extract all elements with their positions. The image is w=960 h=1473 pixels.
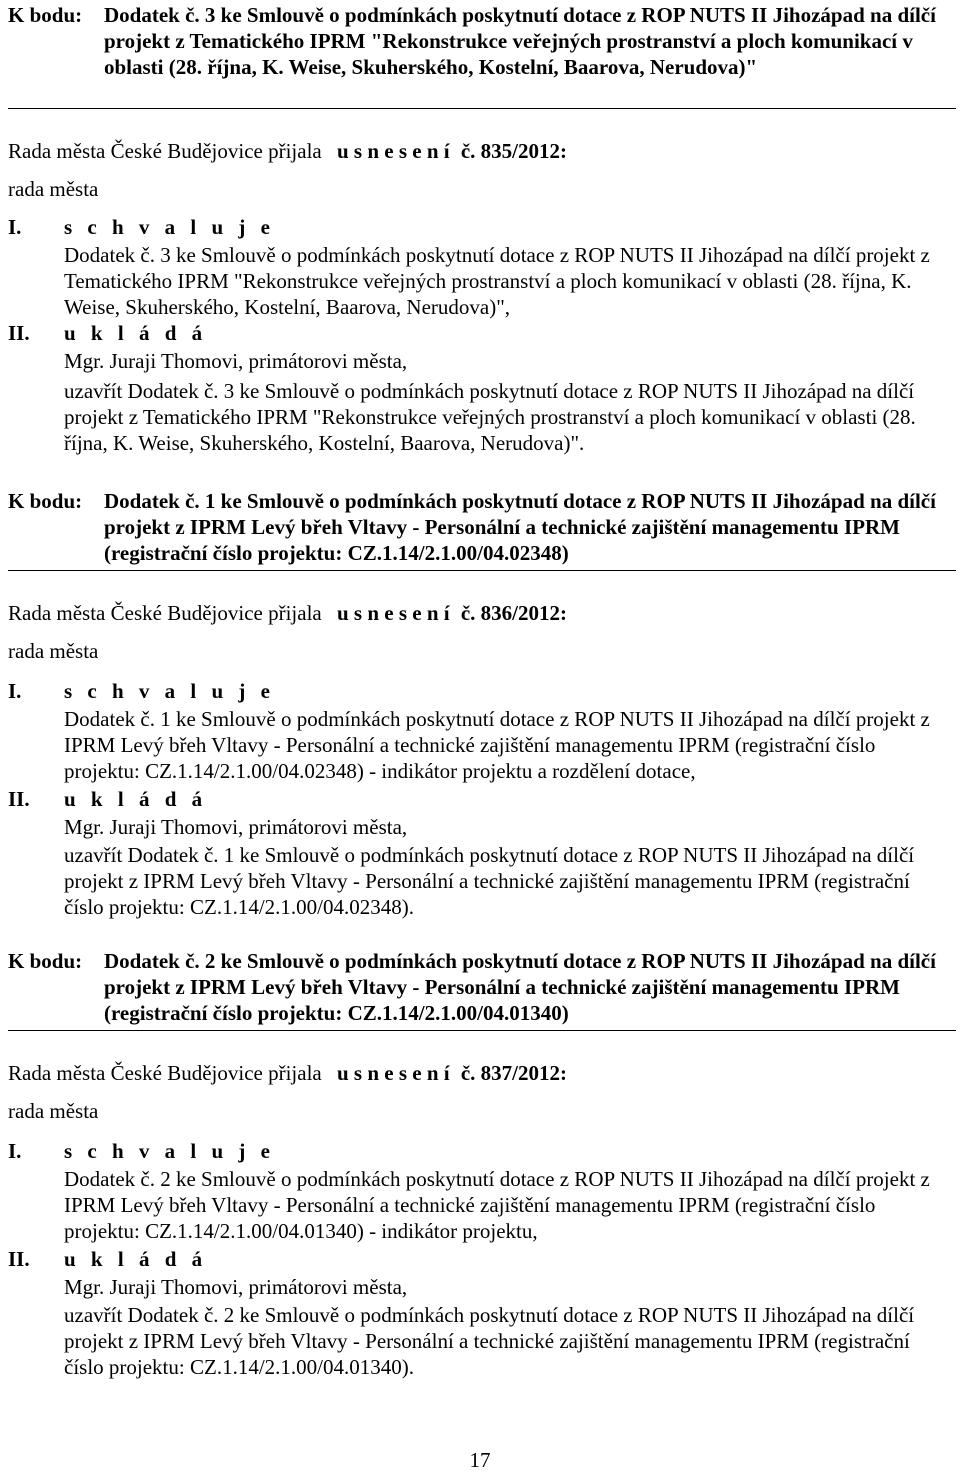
section-1-rada-mesta: rada města: [8, 177, 99, 201]
section-3-uklada-text: uzavřít Dodatek č. 2 ke Smlouvě o podmínkách poskytnutí dotace z ROP NUTS II Jihozápad na dílčí projekt z IPRM Levý břeh Vltavy - Personální a technické zajištění managementu IPRM (registrační číslo projektu: CZ.1.14/2.1.00/04.01340).: [64, 1303, 915, 1379]
section-2-uklada-label: u k l á d á: [64, 787, 208, 811]
section-2-uklada-person: Mgr. Juraji Thomovi, primátorovi města,: [64, 815, 408, 839]
section-2-resolution-line: [8, 600, 567, 626]
section-3-kbodu-label: K bodu:: [8, 949, 83, 973]
section-2-resolution-number: č. 836/2012:: [460, 601, 567, 625]
section-1-schvaluje-label: s c h v a l u j e: [64, 215, 275, 239]
section-2-schvaluje-text: Dodatek č. 1 ke Smlouvě o podmínkách poskytnutí dotace z ROP NUTS II Jihozápad na dílčí projekt z IPRM Levý břeh Vltavy - Personální a technické zajištění managementu IPRM (registrační číslo projektu: CZ.1.14/2.1.00/04.02348) - indikátor projektu a rozdělení dotace,: [64, 707, 930, 783]
section-2: [0, 488, 960, 566]
section-1-rule: [8, 108, 956, 109]
section-1-schvaluje-roman: I.: [8, 215, 22, 239]
section-1-resolution-line: [8, 138, 567, 164]
section-1-uklada-roman: II.: [8, 321, 30, 345]
section-3-resolution-line: [8, 1060, 567, 1086]
section-3-uklada-roman: II.: [8, 1247, 30, 1271]
section-3-schvaluje-text: Dodatek č. 2 ke Smlouvě o podmínkách poskytnutí dotace z ROP NUTS II Jihozápad na dílčí projekt z IPRM Levý břeh Vltavy - Personální a technické zajištění managementu IPRM (registrační číslo projektu: CZ.1.14/2.1.00/04.01340) - indikátor projektu,: [64, 1167, 930, 1243]
section-2-rule: [8, 570, 956, 571]
section-2-uklada-roman: II.: [8, 787, 30, 811]
section-3-rada-mesta: rada města: [8, 1099, 99, 1123]
section-3-heading: [0, 948, 960, 1026]
section-1-schvaluje-text: Dodatek č. 3 ke Smlouvě o podmínkách poskytnutí dotace z ROP NUTS II Jihozápad na dílčí projekt z Tematického IPRM "Rekonstrukce veřejných prostranství a ploch komunikací v oblasti (28. října, K. Weise, Skuherského, Kostelní, Baarova, Nerudova)",: [64, 243, 930, 319]
section-2-kbodu-label: K bodu:: [8, 489, 83, 513]
section-3-heading-text: Dodatek č. 2 ke Smlouvě o podmínkách poskytnutí dotace z ROP NUTS II Jihozápad na dílčí projekt z IPRM Levý břeh Vltavy - Personální a technické zajištění managementu IPRM (registrační číslo projektu: CZ.1.14/2.1.00/04.01340): [104, 949, 936, 1025]
section-1-kbodu-label: K bodu:: [8, 3, 83, 27]
section-1-usneseni: u s n e s e n í: [336, 139, 450, 163]
section-3-schvaluje-roman: I.: [8, 1139, 22, 1163]
section-3-schvaluje-label: s c h v a l u j e: [64, 1139, 275, 1163]
section-3-resolution-number: č. 837/2012:: [460, 1061, 567, 1085]
section-1-uklada-person: Mgr. Juraji Thomovi, primátorovi města,: [64, 349, 408, 373]
section-3-usneseni: u s n e s e n í: [336, 1061, 450, 1085]
section-2-rada-mesta: rada města: [8, 639, 99, 663]
section-2-heading: [0, 488, 960, 566]
section-2-usneseni: u s n e s e n í: [336, 601, 450, 625]
section-1-resolution-number: č. 835/2012:: [460, 139, 567, 163]
section-2-rada-prefix: Rada města České Budějovice přijala: [8, 601, 322, 625]
section-3: [0, 948, 960, 1026]
section-1-heading: [0, 2, 960, 80]
section-2-schvaluje-label: s c h v a l u j e: [64, 679, 275, 703]
section-1-uklada-label: u k l á d á: [64, 321, 208, 345]
section-1-heading-text: Dodatek č. 3 ke Smlouvě o podmínkách poskytnutí dotace z ROP NUTS II Jihozápad na dílčí projekt z Tematického IPRM "Rekonstrukce veřejných prostranství a ploch komunikací v oblasti (28. října, K. Weise, Skuherského, Kostelní, Baarova, Nerudova)": [104, 3, 936, 79]
section-1: [0, 2, 960, 80]
section-3-uklada-person: Mgr. Juraji Thomovi, primátorovi města,: [64, 1275, 408, 1299]
section-3-rule: [8, 1030, 956, 1031]
page-number: 17: [469, 1448, 491, 1472]
section-3-rada-prefix: Rada města České Budějovice přijala: [8, 1061, 322, 1085]
section-3-uklada-label: u k l á d á: [64, 1247, 208, 1271]
section-2-heading-text: Dodatek č. 1 ke Smlouvě o podmínkách poskytnutí dotace z ROP NUTS II Jihozápad na dílčí projekt z IPRM Levý břeh Vltavy - Personální a technické zajištění managementu IPRM (registrační číslo projektu: CZ.1.14/2.1.00/04.02348): [104, 489, 936, 565]
section-1-rada-prefix: Rada města České Budějovice přijala: [8, 139, 322, 163]
section-2-uklada-text: uzavřít Dodatek č. 1 ke Smlouvě o podmínkách poskytnutí dotace z ROP NUTS II Jihozápad na dílčí projekt z IPRM Levý břeh Vltavy - Personální a technické zajištění managementu IPRM (registrační číslo projektu: CZ.1.14/2.1.00/04.02348).: [64, 843, 915, 919]
section-1-uklada-text: uzavřít Dodatek č. 3 ke Smlouvě o podmínkách poskytnutí dotace z ROP NUTS II Jihozápad na dílčí projekt z Tematického IPRM "Rekonstrukce veřejných prostranství a ploch komunikací v oblasti (28. října, K. Weise, Skuherského, Kostelní, Baarova, Nerudova)".: [64, 379, 916, 455]
section-2-schvaluje-roman: I.: [8, 679, 22, 703]
